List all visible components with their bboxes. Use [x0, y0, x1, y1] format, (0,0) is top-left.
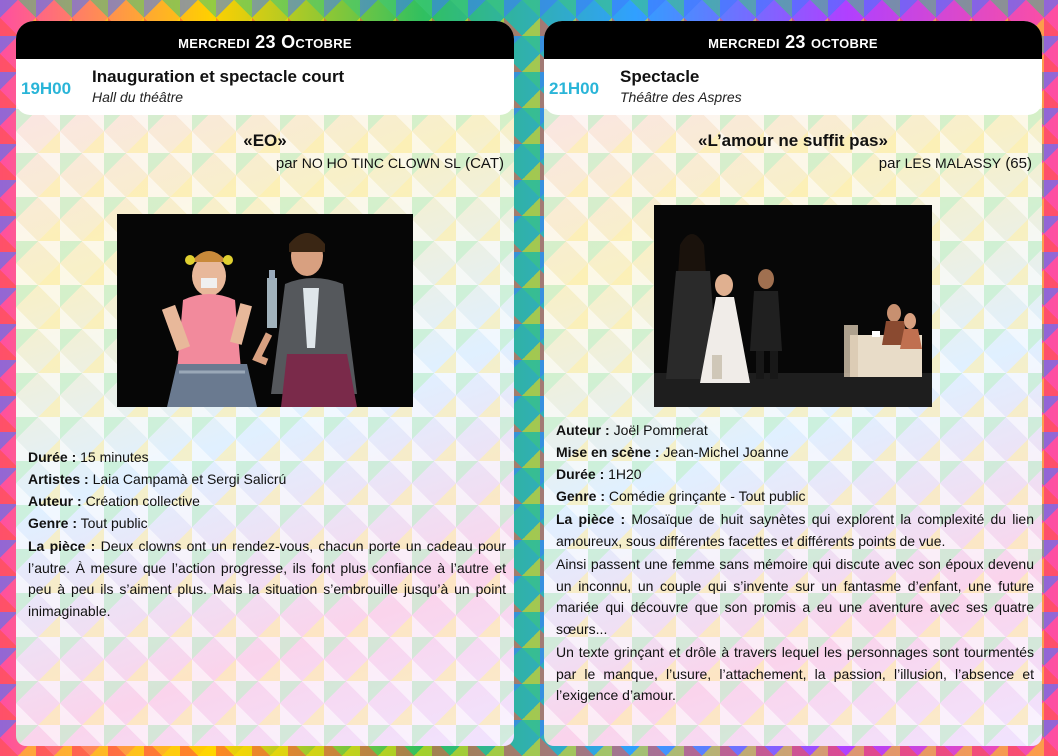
artistes-label: Artistes : — [28, 471, 89, 487]
detail-duree — [556, 463, 1034, 485]
mise-label: Mise en scène : — [556, 444, 660, 460]
duree-value: 15 minutes — [80, 449, 149, 465]
date-header: mercredi 23 Octobre — [16, 21, 514, 59]
piece-value: Deux clowns ont un rendez-vous, chacun porte un cadeau pour l’autre. À mesure que l’action progresse, ils font plus confiance à l’autre et peu à peu ils s’aiment plus. Mais la situation s’embrouille jusqu’à un point inimaginable. — [28, 538, 506, 619]
show-title: «EO» — [243, 131, 287, 150]
detail-artistes — [28, 468, 506, 490]
detail-duree — [28, 446, 506, 468]
show-details — [556, 419, 1034, 707]
detail-auteur — [28, 490, 506, 512]
detail-piece — [28, 536, 506, 622]
detail-genre — [28, 512, 506, 534]
mise-value: Jean-Michel Joanne — [663, 444, 789, 460]
detail-para-3: Un texte grinçant et drôle à travers lequel les personnages sont tourmentés par le manque, l’usure, l’attachement, la passion, l’illusion, l’absence et l’exigence d’amour. — [556, 644, 1034, 703]
auteur-value: Création collective — [85, 493, 200, 509]
event-title: Inauguration et spectacle court — [92, 67, 345, 86]
piece-label: La pièce : — [556, 511, 626, 527]
auteur-label: Auteur : — [556, 422, 610, 438]
show-title: «L’amour ne suffit pas» — [698, 131, 888, 150]
event-venue: Théâtre des Aspres — [620, 89, 742, 105]
event-info — [92, 59, 344, 105]
show-photo — [654, 205, 932, 407]
time-bar — [544, 59, 1042, 115]
artistes-value: Laia Campamà et Sergi Salicrú — [92, 471, 287, 487]
event-venue: Hall du théâtre — [92, 89, 184, 105]
auteur-label: Auteur : — [28, 493, 82, 509]
stage-photo-illustration — [654, 205, 932, 407]
company-line — [544, 155, 1042, 172]
duree-value: 1H20 — [608, 466, 642, 482]
company-name: LES MALASSY — [904, 155, 1002, 171]
detail-piece — [556, 509, 1034, 552]
event-card-left — [16, 21, 514, 746]
event-time: 19H00 — [21, 79, 72, 98]
clowns-photo-illustration — [117, 214, 413, 407]
detail-genre — [556, 485, 1034, 507]
company-by: par — [275, 155, 298, 172]
company-line — [16, 155, 514, 172]
piece-value: Mosaïque de huit saynètes qui explorent la complexité du lien amoureux, sous différentes facettes et différents points de vue. — [556, 511, 1035, 549]
company-suffix: (65) — [1005, 155, 1032, 172]
detail-auteur — [556, 419, 1034, 441]
show-photo — [117, 214, 413, 407]
duree-label: Durée : — [556, 466, 605, 482]
event-time: 21H00 — [549, 79, 600, 98]
genre-value: Comédie grinçante - Tout public — [608, 488, 806, 504]
auteur-value: Joël Pommerat — [613, 422, 708, 438]
piece-label: La pièce : — [28, 538, 96, 554]
company-suffix: (CAT) — [465, 155, 504, 172]
time-bar — [16, 59, 514, 115]
genre-value: Tout public — [80, 515, 148, 531]
company-name: NO HO TINC CLOWN SL — [301, 155, 461, 171]
event-title: Spectacle — [620, 67, 700, 86]
detail-mise-en-scene — [556, 441, 1034, 463]
duree-label: Durée : — [28, 449, 77, 465]
genre-label: Genre : — [556, 488, 606, 504]
detail-para-2: Ainsi passent une femme sans mémoire qui discute avec son époux devenu un inconnu, un couple qui s’invente sur un fantasme d’enfant, une future mariée qui découvre que son promis a eu une aventure avec ses quatre sœurs... — [556, 556, 1034, 637]
company-by: par — [878, 155, 901, 172]
show-details — [28, 446, 506, 622]
event-card-right — [544, 21, 1042, 746]
genre-label: Genre : — [28, 515, 78, 531]
date-header: mercredi 23 octobre — [544, 21, 1042, 59]
event-info — [620, 59, 742, 105]
